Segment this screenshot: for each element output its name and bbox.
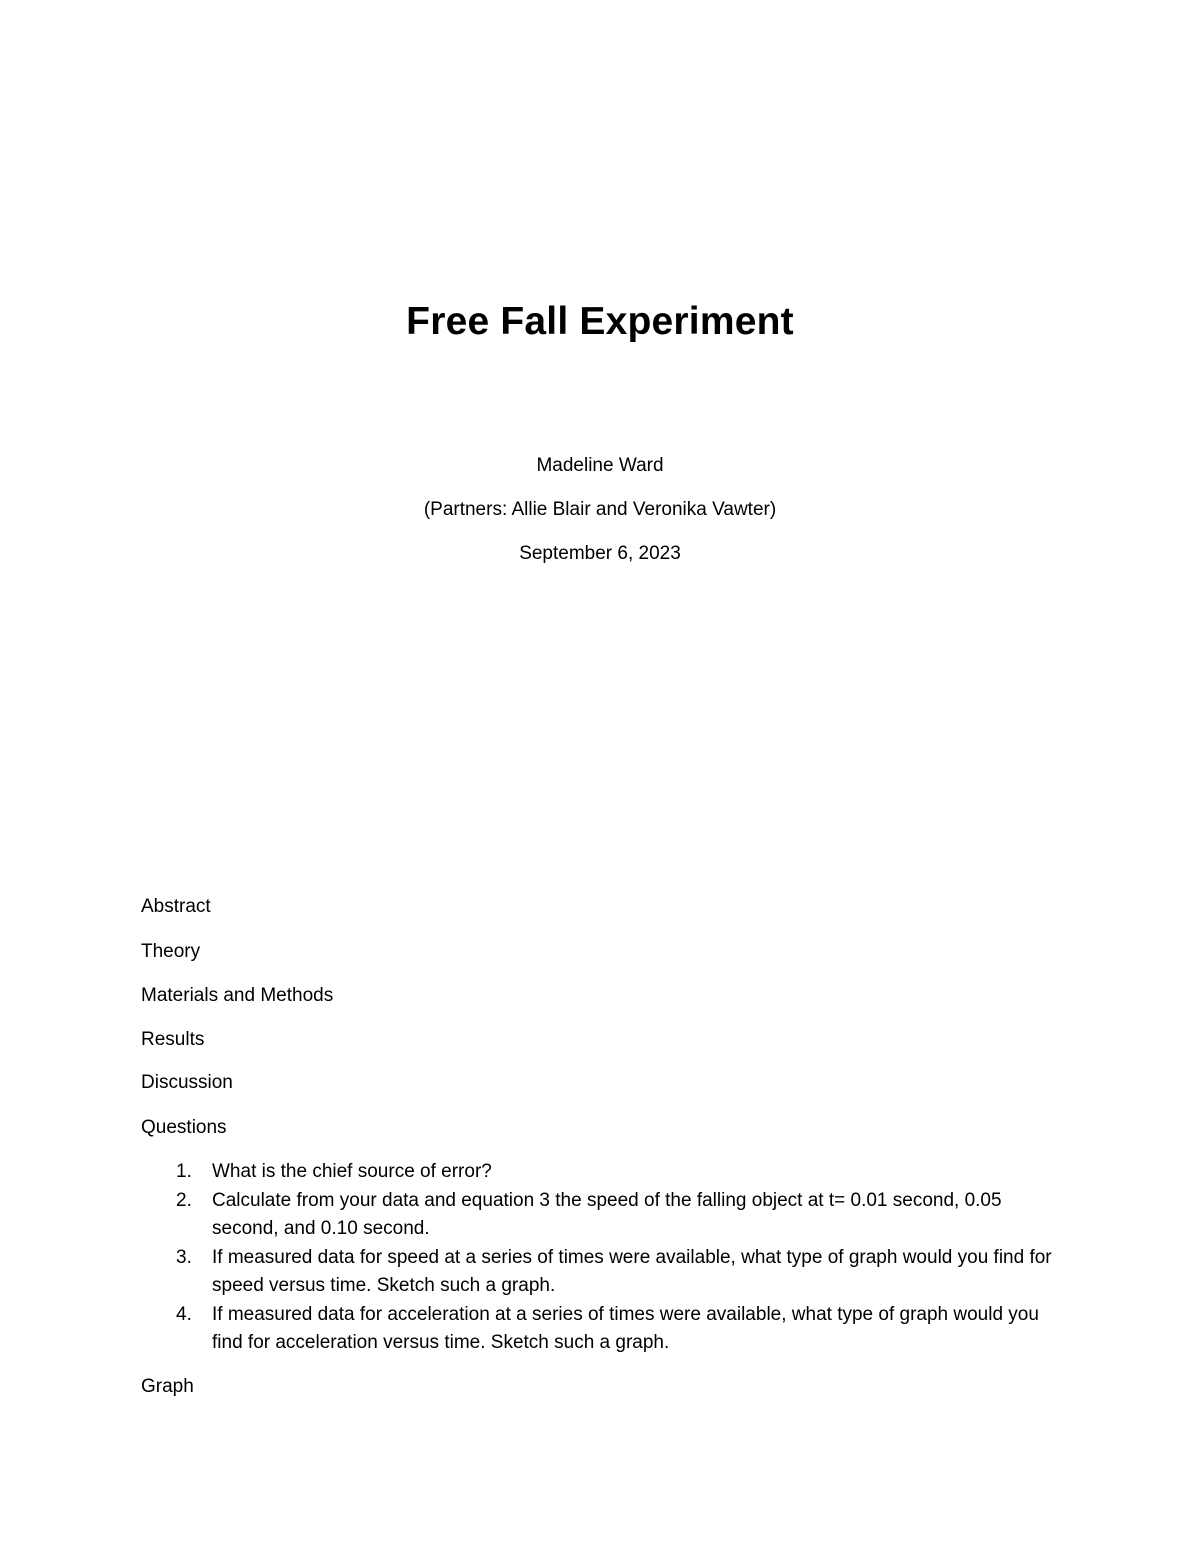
partners-line: (Partners: Allie Blair and Veronika Vawter) bbox=[423, 499, 777, 520]
question-item bbox=[141, 1301, 1071, 1358]
question-text: If measured data for speed at a series of times were available, what type of graph would you find for speed versus time. Sketch such a graph. bbox=[212, 1246, 1052, 1296]
question-item bbox=[141, 1244, 1071, 1301]
question-number: 4. bbox=[176, 1303, 192, 1325]
question-number: 3. bbox=[176, 1246, 192, 1268]
section-heading-abstract: Abstract bbox=[141, 896, 211, 917]
author-name: Madeline Ward bbox=[536, 455, 664, 476]
question-number: 1. bbox=[176, 1161, 192, 1182]
section-heading-results: Results bbox=[141, 1029, 205, 1050]
question-text: What is the chief source of error? bbox=[212, 1161, 492, 1182]
question-text: Calculate from your data and equation 3 the speed of the falling object at t= 0.01 second, 0.05 second, and 0.10 second. bbox=[212, 1189, 1002, 1239]
question-item bbox=[141, 1158, 1071, 1187]
section-heading-graph: Graph bbox=[141, 1376, 194, 1397]
question-text: If measured data for acceleration at a series of times were available, what type of graph would you find for acceleration versus time. Sketch such a graph. bbox=[212, 1303, 1039, 1353]
section-heading-materials-methods: Materials and Methods bbox=[141, 985, 334, 1006]
section-heading-discussion: Discussion bbox=[141, 1072, 233, 1093]
section-heading-theory: Theory bbox=[141, 941, 201, 962]
question-number: 2. bbox=[176, 1189, 192, 1211]
questions-list bbox=[141, 1158, 1071, 1358]
section-heading-questions: Questions bbox=[141, 1117, 227, 1138]
question-item bbox=[141, 1187, 1071, 1244]
document-date: September 6, 2023 bbox=[519, 543, 681, 564]
document-title: Free Fall Experiment bbox=[406, 300, 794, 343]
